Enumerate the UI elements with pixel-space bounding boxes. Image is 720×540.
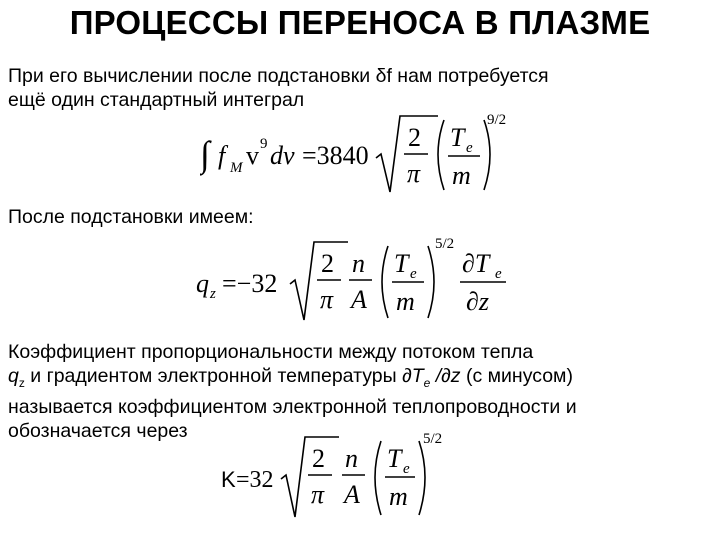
sqrt-denominator: π bbox=[407, 159, 421, 188]
intro-line-2: ещё один стандартный интеграл bbox=[8, 89, 305, 111]
m-symbol: m bbox=[389, 482, 408, 511]
intro-paragraph bbox=[8, 64, 549, 112]
te-subscript: e bbox=[403, 461, 410, 477]
left-paren bbox=[382, 246, 388, 318]
q-text-subscript: z bbox=[18, 375, 25, 390]
q-subscript: z bbox=[210, 286, 216, 302]
te-symbol: T bbox=[387, 444, 402, 473]
v-symbol: v bbox=[246, 141, 259, 170]
sqrt-numerator: 2 bbox=[321, 249, 334, 278]
left-paren bbox=[375, 441, 381, 515]
q-symbol: q bbox=[196, 269, 209, 298]
dte-text-subscript: e bbox=[423, 375, 431, 390]
te-symbol: T bbox=[394, 249, 409, 278]
right-paren bbox=[419, 441, 425, 515]
conductivity-line-2: $q_z$ и градиентом электронной температуры $\partial T_e$ /∂z (с минусом) bbox=[8, 365, 573, 390]
sqrt-denominator: π bbox=[311, 480, 325, 509]
a-symbol: A bbox=[344, 480, 360, 509]
m-symbol: m bbox=[396, 287, 415, 316]
dz-text: /∂z bbox=[430, 365, 461, 387]
a-symbol: A bbox=[351, 285, 367, 314]
substitution-line: После подстановки имеем: bbox=[8, 206, 254, 228]
page-title: ПРОЦЕССЫ ПЕРЕНОСА В ПЛАЗМЕ bbox=[69, 4, 651, 41]
sqrt-sign bbox=[281, 437, 339, 517]
dz-symbol: ∂z bbox=[466, 287, 489, 316]
integral-sign: ∫ bbox=[200, 134, 210, 174]
te-subscript: e bbox=[410, 266, 417, 282]
exponent: 5/2 bbox=[435, 236, 455, 252]
right-paren bbox=[484, 120, 490, 190]
dv-symbol: dv bbox=[270, 141, 295, 170]
exponent: 9/2 bbox=[487, 112, 507, 128]
conductivity-line-3: называется коэффициентом электронной теплопроводности и bbox=[8, 395, 577, 418]
right-paren bbox=[428, 246, 434, 318]
formula-integral bbox=[200, 106, 520, 198]
v-exponent: 9 bbox=[260, 136, 268, 152]
n-symbol: n bbox=[345, 444, 358, 473]
exponent: 5/2 bbox=[423, 431, 443, 447]
left-paren bbox=[438, 120, 444, 190]
te-subscript: e bbox=[466, 140, 473, 156]
intro-line-1: При его вычислении после подстановки δf нам потребуется bbox=[8, 65, 549, 87]
sqrt-sign bbox=[290, 242, 348, 320]
kappa-symbol: K bbox=[221, 467, 236, 492]
f-subscript: M bbox=[230, 160, 243, 176]
sqrt-denominator: π bbox=[320, 285, 334, 314]
sqrt-numerator: 2 bbox=[312, 444, 325, 473]
formula-conductivity bbox=[205, 425, 445, 525]
coefficient: =32 bbox=[236, 467, 274, 493]
conductivity-line-1: Коэффициент пропорциональности между потоком тепла bbox=[8, 341, 534, 363]
coefficient: =−32 bbox=[222, 269, 278, 298]
m-symbol: m bbox=[452, 161, 471, 190]
dte-subscript: e bbox=[495, 266, 502, 282]
formula-heat-flux bbox=[192, 232, 522, 328]
coefficient: =3840 bbox=[302, 141, 369, 170]
q-text: q bbox=[8, 365, 19, 387]
f-symbol: f bbox=[218, 141, 226, 170]
sqrt-numerator: 2 bbox=[408, 123, 421, 152]
te-symbol: T bbox=[450, 123, 465, 152]
n-symbol: n bbox=[352, 249, 365, 278]
dte-text: ∂T bbox=[402, 365, 424, 387]
dte-symbol: ∂T bbox=[462, 249, 490, 278]
conductivity-line-4: обозначается через bbox=[8, 419, 188, 442]
